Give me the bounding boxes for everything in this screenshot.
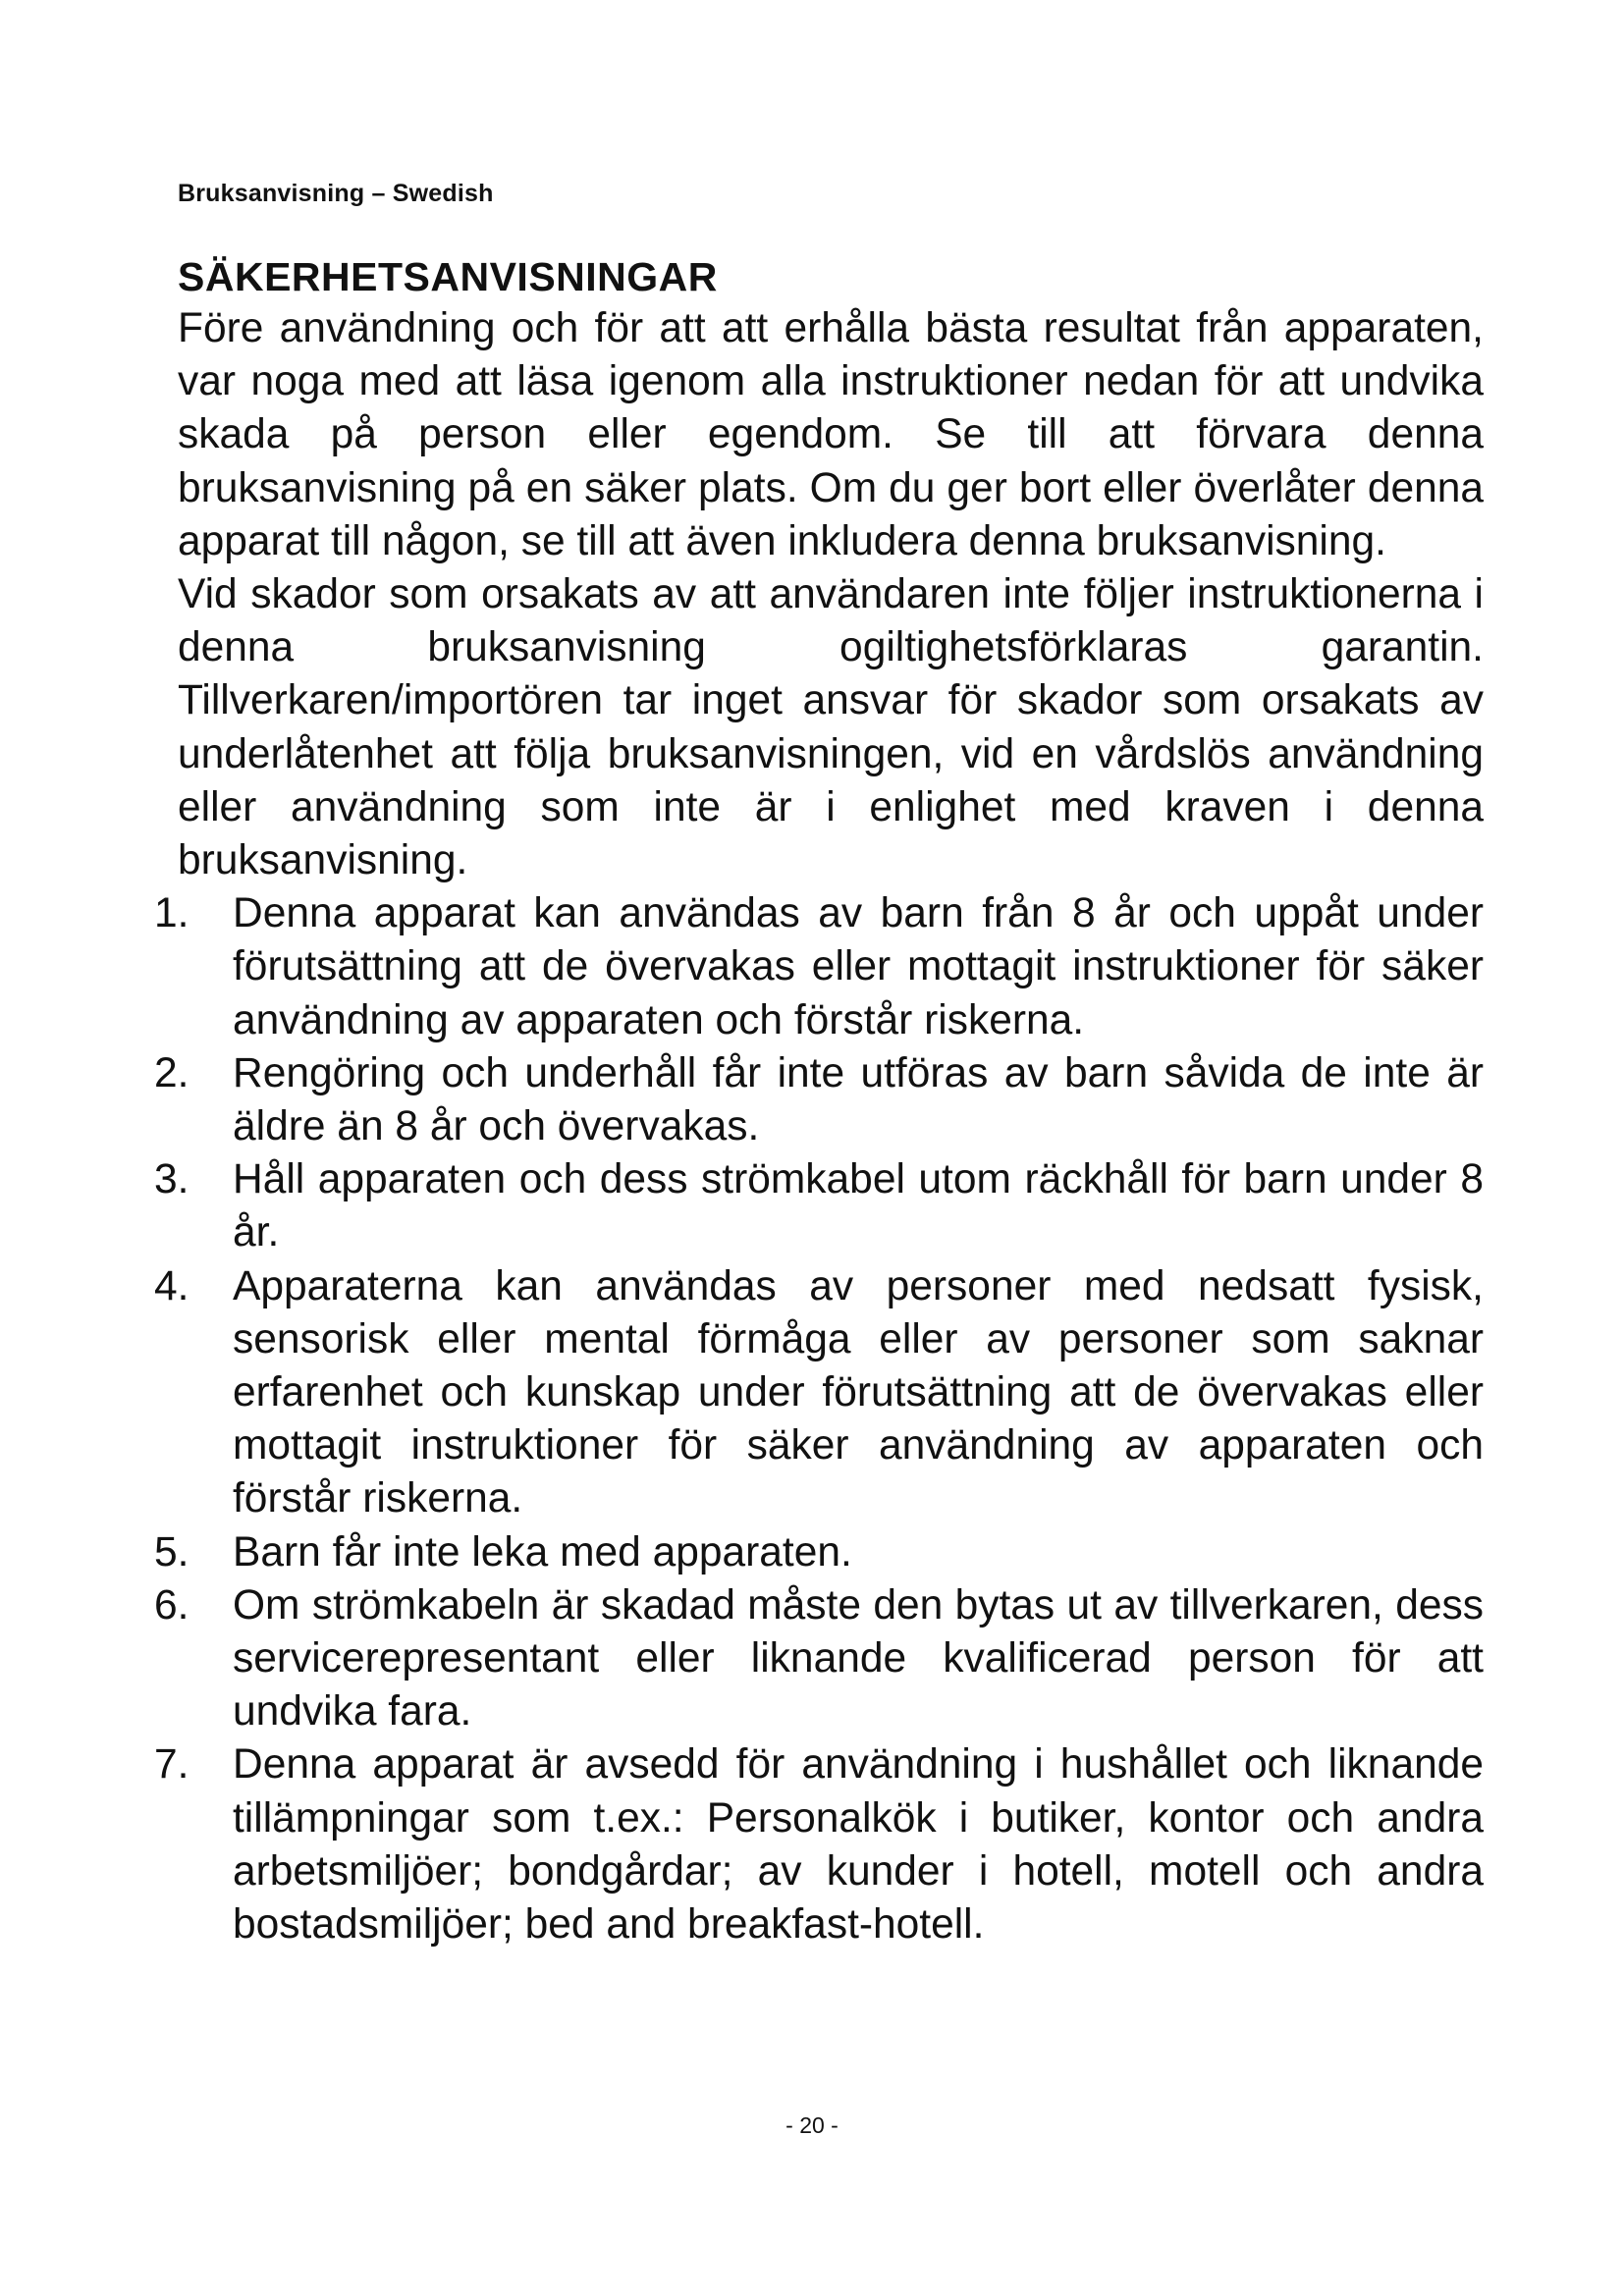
list-item-number: 1.	[154, 890, 189, 937]
list-item	[154, 1526, 1484, 1579]
list-item-text: Barn får inte leka med apparaten.	[233, 1528, 852, 1575]
list-item-text: Om strömkabeln är skadad måste den bytas ut av tillverkaren, dess servicerepresentant eller liknande kvalificerad person för att undvika fara.	[233, 1581, 1484, 1735]
list-item-text: Denna apparat kan användas av barn från 8 år och uppåt under förutsättning att de övervakas eller mottagit instruktioner för säker användning av apparaten och förstår riskerna.	[233, 890, 1484, 1043]
list-item-number: 2.	[154, 1049, 189, 1096]
list-item-number: 4.	[154, 1262, 189, 1309]
list-item	[154, 1738, 1484, 1951]
list-item-text: Håll apparaten och dess strömkabel utom räckhåll för barn under 8 år.	[233, 1156, 1484, 1256]
list-item-text: Denna apparat är avsedd för användning i hushållet och liknande tillämpningar som t.ex.: Personalkök i butiker, kontor och andra arbetsmiljöer; bondgårdar; av kunder i hotell, motell och andra bostadsmiljöer; bed and breakfast-hotell.	[233, 1741, 1484, 1949]
warranty-paragraph: Vid skador som orsakats av att användaren inte följer instruktionerna i denna bruksanvisning ogiltighetsförklaras garantin. Tillverkaren/importören tar inget ansvar för skador som orsakats av underlåtenhet att följa bruksanvisningen, vid en vårdslös användning eller användning som inte är i enlighet med kraven i denna bruksanvisning.	[178, 571, 1484, 884]
page-number: - 20 -	[785, 2112, 839, 2138]
list-item	[154, 1153, 1484, 1259]
list-item	[154, 1579, 1484, 1739]
document-header-label: Bruksanvisning – Swedish	[178, 180, 494, 207]
safety-instructions-list	[154, 887, 1484, 1951]
intro-paragraph: Före användning och för att att erhålla bästa resultat från apparaten, var noga med att läsa igenom alla instruktioner nedan för att undvika skada på person eller egendom. Se till att förvara denna bruksanvisning på en säker plats. Om du ger bort eller överlåter denna apparat till någon, se till att även inkludera denna bruksanvisning.	[178, 305, 1484, 564]
list-item-number: 7.	[154, 1741, 189, 1789]
list-item-text: Rengöring och underhåll får inte utföras av barn såvida de inte är äldre än 8 år och övervakas.	[233, 1049, 1484, 1150]
list-item-number: 6.	[154, 1581, 189, 1629]
list-item-number: 3.	[154, 1156, 189, 1203]
list-item	[154, 1047, 1484, 1153]
list-item	[154, 887, 1484, 1047]
list-item-number: 5.	[154, 1528, 189, 1575]
list-item-text: Apparaterna kan användas av personer med nedsatt fysisk, sensorisk eller mental förmåga eller av personer som saknar erfarenhet och kunskap under förutsättning att de övervakas eller mottagit instruktioner för säker användning av apparaten och förstår riskerna.	[233, 1262, 1484, 1522]
list-item	[154, 1260, 1484, 1526]
section-title: SÄKERHETSANVISNINGAR	[178, 254, 718, 299]
document-body	[154, 251, 1484, 1951]
